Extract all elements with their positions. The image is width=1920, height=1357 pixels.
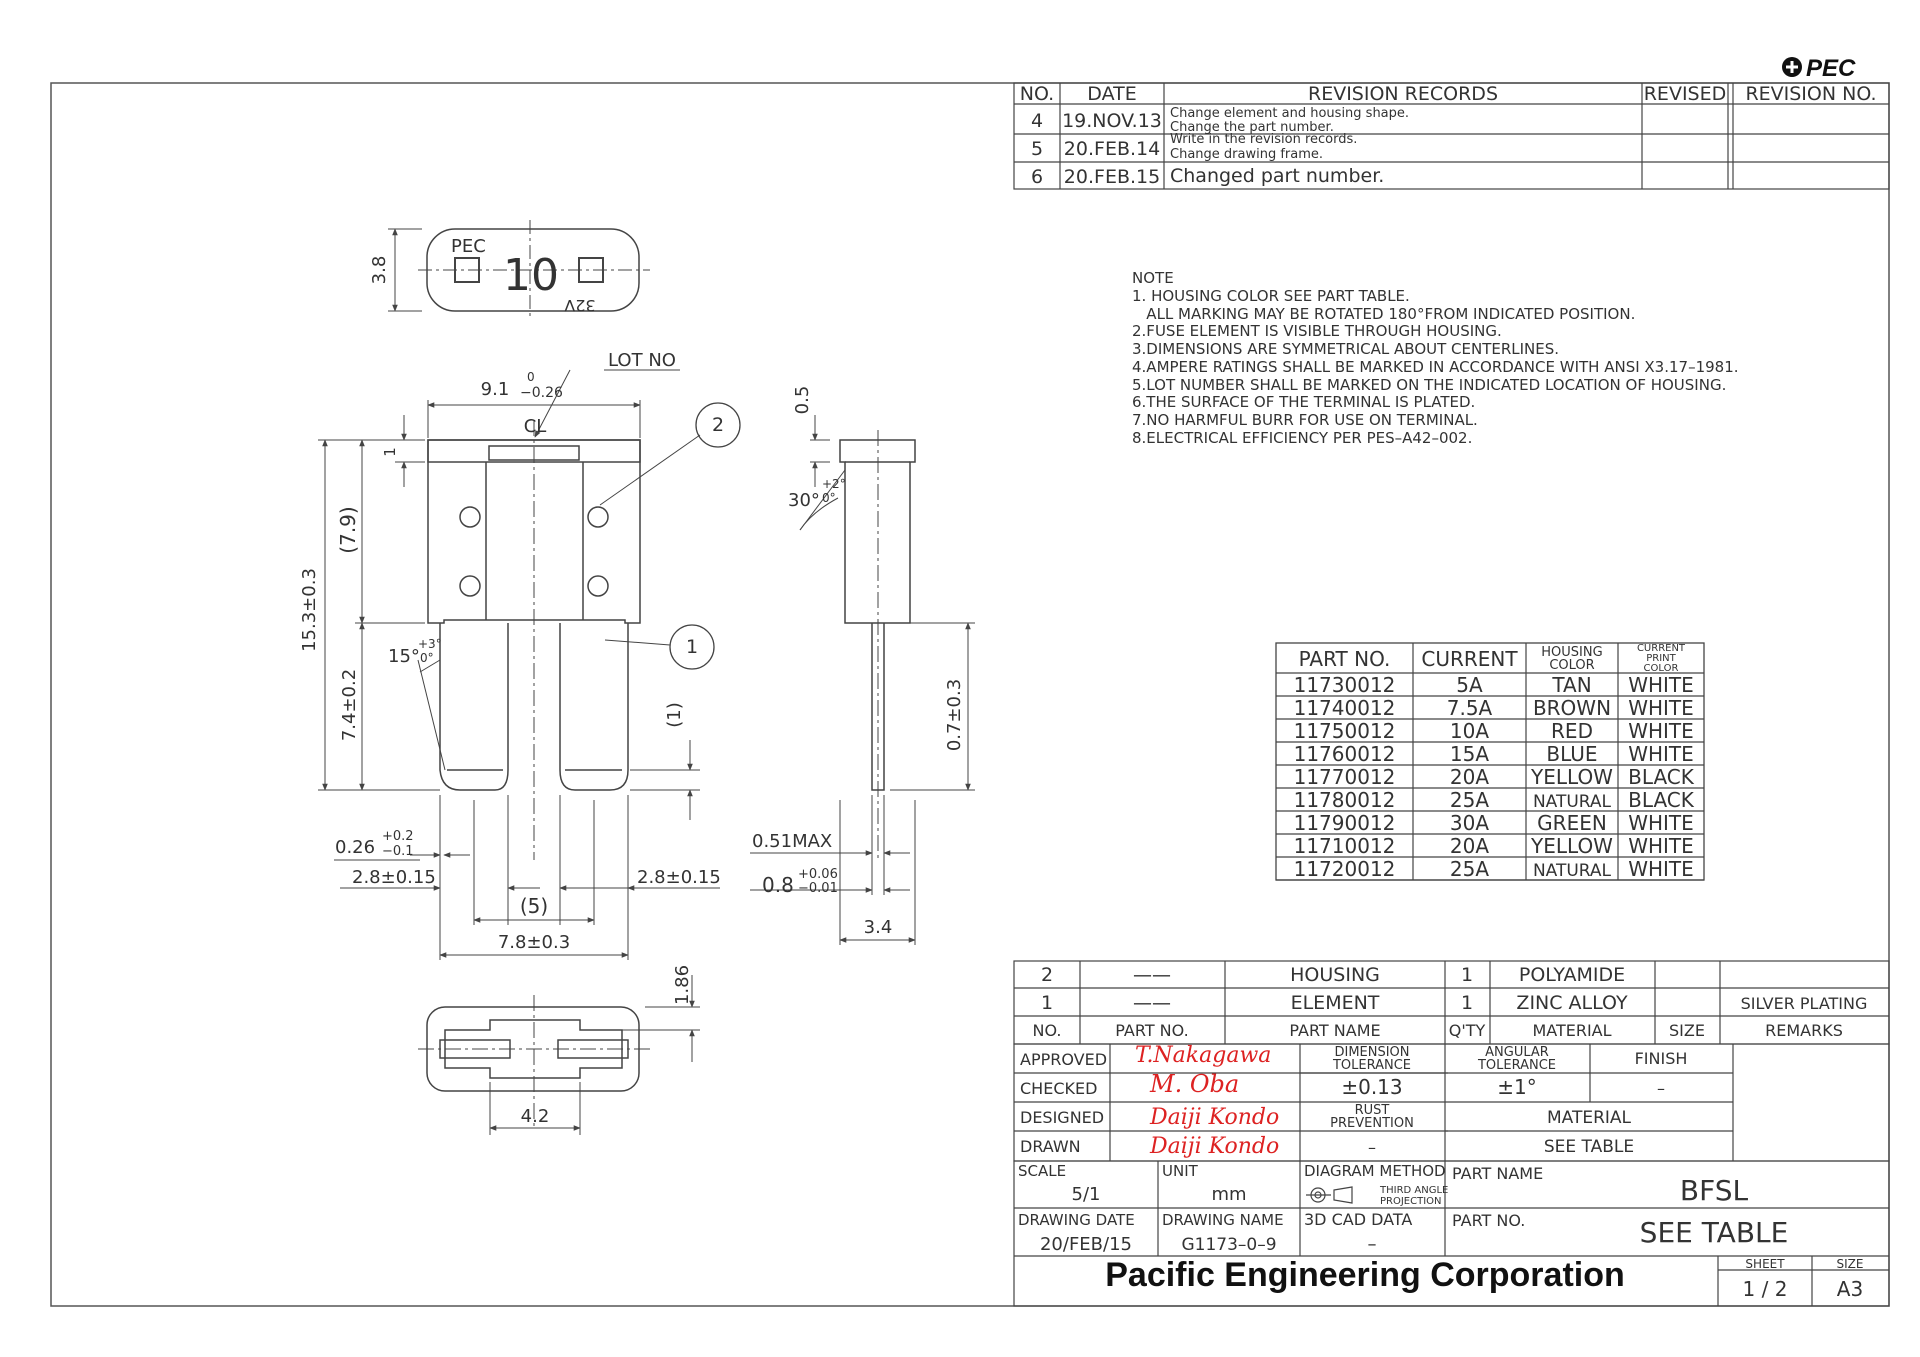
- part-table-header: PRINT: [1646, 653, 1676, 664]
- rev-row-date: 20.FEB.15: [1063, 166, 1161, 188]
- dim-step: 1: [381, 447, 399, 457]
- dim-gap-tol-upper: +0.2: [382, 829, 414, 844]
- dim-width: 9.1: [480, 379, 510, 400]
- sheet-label: SHEET: [1745, 1257, 1785, 1271]
- size-value: A3: [1836, 1277, 1864, 1301]
- dim-blade-height: 7.4±0.2: [339, 668, 360, 742]
- bom-header: REMARKS: [1765, 1021, 1843, 1040]
- bom-no: 2: [1040, 964, 1054, 986]
- material-value: SEE TABLE: [1543, 1137, 1635, 1157]
- rev-header-no: NO.: [1019, 83, 1055, 105]
- dim-blade-angle-tol: +3°: [418, 637, 442, 651]
- rev-header-revised: REVISED: [1643, 83, 1727, 105]
- drawn-label: DRAWN: [1020, 1137, 1081, 1156]
- part-table-cell: TAN: [1552, 673, 1592, 697]
- bom-header: PART NAME: [1289, 1021, 1381, 1040]
- callout-1-label: 1: [685, 636, 699, 658]
- ang-tol-label: ANGULAR: [1485, 1045, 1549, 1060]
- dim-side-angle-tol2: 0°: [822, 491, 836, 505]
- part-table-cell: 7.5A: [1446, 696, 1493, 720]
- rust-value: –: [1368, 1138, 1376, 1157]
- note-line: 2.FUSE ELEMENT IS VISIBLE THROUGH HOUSING.: [1132, 322, 1502, 340]
- bom-remarks: SILVER PLATING: [1740, 994, 1868, 1013]
- part-table-header: COLOR: [1549, 658, 1595, 673]
- rev-row-record: Change the part number.: [1170, 120, 1334, 135]
- part-table-cell: 11770012: [1293, 765, 1396, 789]
- dim-side-top: 0.5: [792, 385, 813, 415]
- scale-label: SCALE: [1018, 1162, 1067, 1180]
- rev-row-record: Changed part number.: [1170, 165, 1385, 187]
- part-table-cell: 20A: [1449, 834, 1490, 858]
- cad-data-label: 3D CAD DATA: [1304, 1210, 1413, 1229]
- dim-blade-angle: 15°: [388, 646, 420, 667]
- dim-top-height: 3.8: [369, 255, 390, 285]
- bom-part-no: ——: [1133, 992, 1171, 1014]
- part-table-cell: WHITE: [1628, 834, 1694, 858]
- dim-side-thick-tol-upper: +0.06: [798, 867, 838, 882]
- top-marking-brand: PEC: [451, 236, 486, 257]
- rev-row-no: 6: [1030, 166, 1044, 188]
- ang-tol-label: TOLERANCE: [1477, 1058, 1557, 1073]
- drawing-name-value: G1173–0–9: [1181, 1235, 1277, 1255]
- drawn-signature: Daiji Kondo: [1150, 1134, 1280, 1159]
- sheet-value: 1 / 2: [1742, 1277, 1788, 1301]
- rev-row-record: Change drawing frame.: [1170, 147, 1324, 162]
- third-angle-projection-icon: [1306, 1187, 1352, 1203]
- part-table: [1276, 643, 1704, 881]
- lot-no-label: LOT NO: [608, 350, 676, 371]
- dim-gap-tol-lower: −0.1: [382, 844, 414, 859]
- drawing-date-label: DRAWING DATE: [1018, 1211, 1135, 1229]
- part-table-cell: 11750012: [1293, 719, 1396, 743]
- part-name-label: PART NAME: [1452, 1164, 1544, 1183]
- part-table-header: HOUSING: [1541, 645, 1603, 660]
- part-table-cell: 11780012: [1293, 788, 1396, 812]
- dim-side-blade: 0.7±0.3: [944, 678, 965, 752]
- bom-material: POLYAMIDE: [1518, 964, 1626, 986]
- bom-no: 1: [1040, 992, 1054, 1014]
- dim-blade-spacing: (5): [519, 894, 549, 918]
- pec-logo-text: PEC: [1806, 55, 1856, 82]
- part-table-cell: YELLOW: [1531, 834, 1613, 858]
- part-table-cell: WHITE: [1628, 719, 1694, 743]
- bom-name: ELEMENT: [1290, 992, 1380, 1014]
- part-table-cell: 30A: [1449, 811, 1490, 835]
- dim-total-height: 15.3±0.3: [299, 568, 320, 652]
- bom-header: Q'TY: [1448, 1021, 1486, 1040]
- dim-gap: 0.26: [335, 837, 376, 858]
- part-table-cell: WHITE: [1628, 811, 1694, 835]
- part-table-cell: YELLOW: [1531, 765, 1613, 789]
- bom-qty: 1: [1460, 992, 1474, 1014]
- scale-value: 5/1: [1071, 1184, 1101, 1205]
- part-table-cell: WHITE: [1628, 696, 1694, 720]
- dim-width-tol-upper: 0: [527, 370, 535, 384]
- company-name: Pacific Engineering Corporation: [1105, 1256, 1625, 1294]
- rev-row-date: 20.FEB.14: [1063, 138, 1161, 160]
- part-table-cell: 5A: [1456, 673, 1483, 697]
- part-table-cell: RED: [1551, 719, 1593, 743]
- part-table-header: COLOR: [1643, 663, 1679, 674]
- checked-signature: M. Oba: [1150, 1070, 1240, 1098]
- dim-side-thick: 0.8: [762, 873, 794, 897]
- rev-row-date: 19.NOV.13: [1062, 110, 1162, 132]
- dim-blade-tip: (1): [664, 702, 685, 728]
- cad-data-value: –: [1367, 1234, 1377, 1255]
- part-no-label: PART NO.: [1452, 1211, 1526, 1230]
- part-table-cell: BLACK: [1628, 788, 1694, 812]
- dim-side-thick-tol-lower: −0.01: [798, 881, 838, 896]
- bom-qty: 1: [1460, 964, 1474, 986]
- dim-blade-width-left: 2.8±0.15: [352, 867, 436, 888]
- bom-name: HOUSING: [1290, 964, 1380, 986]
- unit-value: mm: [1211, 1184, 1247, 1205]
- part-table-cell: 11760012: [1293, 742, 1396, 766]
- approved-label: APPROVED: [1020, 1050, 1108, 1069]
- rust-label: PREVENTION: [1330, 1116, 1414, 1131]
- notes-block: [1132, 269, 1739, 447]
- callout-2-label: 2: [711, 414, 725, 436]
- note-line: 5.LOT NUMBER SHALL BE MARKED ON THE INDICATED LOCATION OF HOUSING.: [1132, 376, 1727, 394]
- part-table-cell: 11730012: [1293, 673, 1396, 697]
- dim-tol-value: ±0.13: [1341, 1075, 1403, 1099]
- dim-blade-width-right: 2.8±0.15: [637, 867, 721, 888]
- finish-label: FINISH: [1634, 1049, 1688, 1068]
- top-marking-rating: 10: [503, 250, 559, 301]
- bom-part-no: ——: [1133, 964, 1171, 986]
- dim-tol-label: DIMENSION: [1334, 1045, 1410, 1060]
- note-line: 6.THE SURFACE OF THE TERMINAL IS PLATED.: [1132, 393, 1476, 411]
- dim-side-width: 3.4: [863, 917, 893, 938]
- material-label: MATERIAL: [1546, 1108, 1632, 1128]
- dim-tol-label: TOLERANCE: [1332, 1058, 1412, 1073]
- part-table-cell: BROWN: [1532, 696, 1612, 720]
- dim-blade-angle-tol2: 0°: [420, 651, 434, 665]
- rev-header-date: DATE: [1087, 83, 1137, 105]
- part-table-cell: 15A: [1449, 742, 1490, 766]
- part-table-header: PART NO.: [1298, 647, 1391, 671]
- part-name-value: BFSL: [1679, 1174, 1749, 1207]
- diagram-method-value: THIRD ANGLE: [1380, 1185, 1449, 1196]
- note-line: 7.NO HARMFUL BURR FOR USE ON TERMINAL.: [1132, 411, 1478, 429]
- dim-side-angle-tol: +2°: [822, 477, 846, 491]
- notes-title: NOTE: [1132, 269, 1174, 287]
- part-no-value: SEE TABLE: [1639, 1216, 1789, 1249]
- side-view: [750, 415, 975, 945]
- rev-row-record: Write in the revision records.: [1170, 132, 1358, 147]
- dim-side-max: 0.51MAX: [752, 831, 833, 852]
- part-table-cell: BLACK: [1628, 765, 1694, 789]
- part-table-cell: BLUE: [1546, 742, 1598, 766]
- part-table-cell: NATURAL: [1532, 861, 1612, 881]
- dim-bottom-width: 4.2: [520, 1106, 550, 1127]
- ang-tol-value: ±1°: [1497, 1075, 1537, 1099]
- part-table-cell: 11720012: [1293, 857, 1396, 881]
- unit-label: UNIT: [1162, 1162, 1198, 1180]
- rust-label: RUST: [1354, 1103, 1390, 1118]
- part-table-cell: WHITE: [1628, 673, 1694, 697]
- part-table-cell: 10A: [1449, 719, 1490, 743]
- diagram-method-label: DIAGRAM METHOD: [1304, 1162, 1446, 1180]
- pec-logo: [1782, 55, 1856, 82]
- part-table-cell: 11790012: [1293, 811, 1396, 835]
- note-line: 3.DIMENSIONS ARE SYMMETRICAL ABOUT CENTERLINES.: [1132, 340, 1560, 358]
- bom-header: NO.: [1032, 1021, 1062, 1040]
- top-marking-voltage: 32V: [564, 296, 596, 315]
- designed-label: DESIGNED: [1020, 1108, 1105, 1127]
- note-line: ALL MARKING MAY BE ROTATED 180°FROM INDICATED POSITION.: [1132, 305, 1636, 323]
- rev-row-no: 5: [1030, 138, 1044, 160]
- part-table-cell: WHITE: [1628, 742, 1694, 766]
- approved-signature: T.Nakagawa: [1135, 1043, 1272, 1068]
- diagram-method-value: PROJECTION: [1380, 1196, 1442, 1207]
- dim-bottom-height: 1.86: [672, 964, 693, 1006]
- note-line: 4.AMPERE RATINGS SHALL BE MARKED IN ACCORDANCE WITH ANSI X3.17–1981.: [1132, 358, 1739, 376]
- part-table-cell: 11740012: [1293, 696, 1396, 720]
- part-table-header: CURRENT: [1636, 643, 1686, 654]
- dim-overall-blade: 7.8±0.3: [497, 932, 571, 953]
- drawing-name-label: DRAWING NAME: [1162, 1211, 1284, 1229]
- bom-header: SIZE: [1669, 1021, 1705, 1040]
- bom-header: MATERIAL: [1532, 1021, 1612, 1040]
- part-table-cell: 25A: [1449, 857, 1490, 881]
- checked-label: CHECKED: [1020, 1079, 1098, 1098]
- rev-row-record: Change element and housing shape.: [1170, 106, 1410, 121]
- part-table-cell: GREEN: [1537, 811, 1607, 835]
- part-table-header: CURRENT: [1421, 647, 1518, 671]
- dim-housing-height: (7.9): [336, 506, 360, 554]
- part-table-cell: 25A: [1449, 788, 1490, 812]
- note-line: 1. HOUSING COLOR SEE PART TABLE.: [1132, 287, 1410, 305]
- finish-value: –: [1657, 1079, 1665, 1098]
- bottom-view: [418, 975, 700, 1135]
- rev-header-records: REVISION RECORDS: [1308, 83, 1498, 105]
- part-table-cell: WHITE: [1628, 857, 1694, 881]
- rev-header-revision-no: REVISION NO.: [1745, 83, 1877, 105]
- note-line: 8.ELECTRICAL EFFICIENCY PER PES–A42–002.: [1132, 429, 1473, 447]
- centerline-label: CL: [523, 416, 547, 437]
- bom-header: PART NO.: [1115, 1021, 1189, 1040]
- part-table-cell: NATURAL: [1532, 792, 1612, 812]
- rev-row-no: 4: [1030, 110, 1044, 132]
- part-table-cell: 11710012: [1293, 834, 1396, 858]
- bom-material: ZINC ALLOY: [1516, 992, 1628, 1014]
- drawing-date-value: 20/FEB/15: [1039, 1234, 1133, 1255]
- dim-width-tol-lower: −0.26: [520, 385, 563, 401]
- size-label: SIZE: [1836, 1257, 1864, 1271]
- dim-side-angle: 30°: [788, 490, 820, 511]
- part-table-cell: 20A: [1449, 765, 1490, 789]
- designed-signature: Daiji Kondo: [1150, 1105, 1280, 1130]
